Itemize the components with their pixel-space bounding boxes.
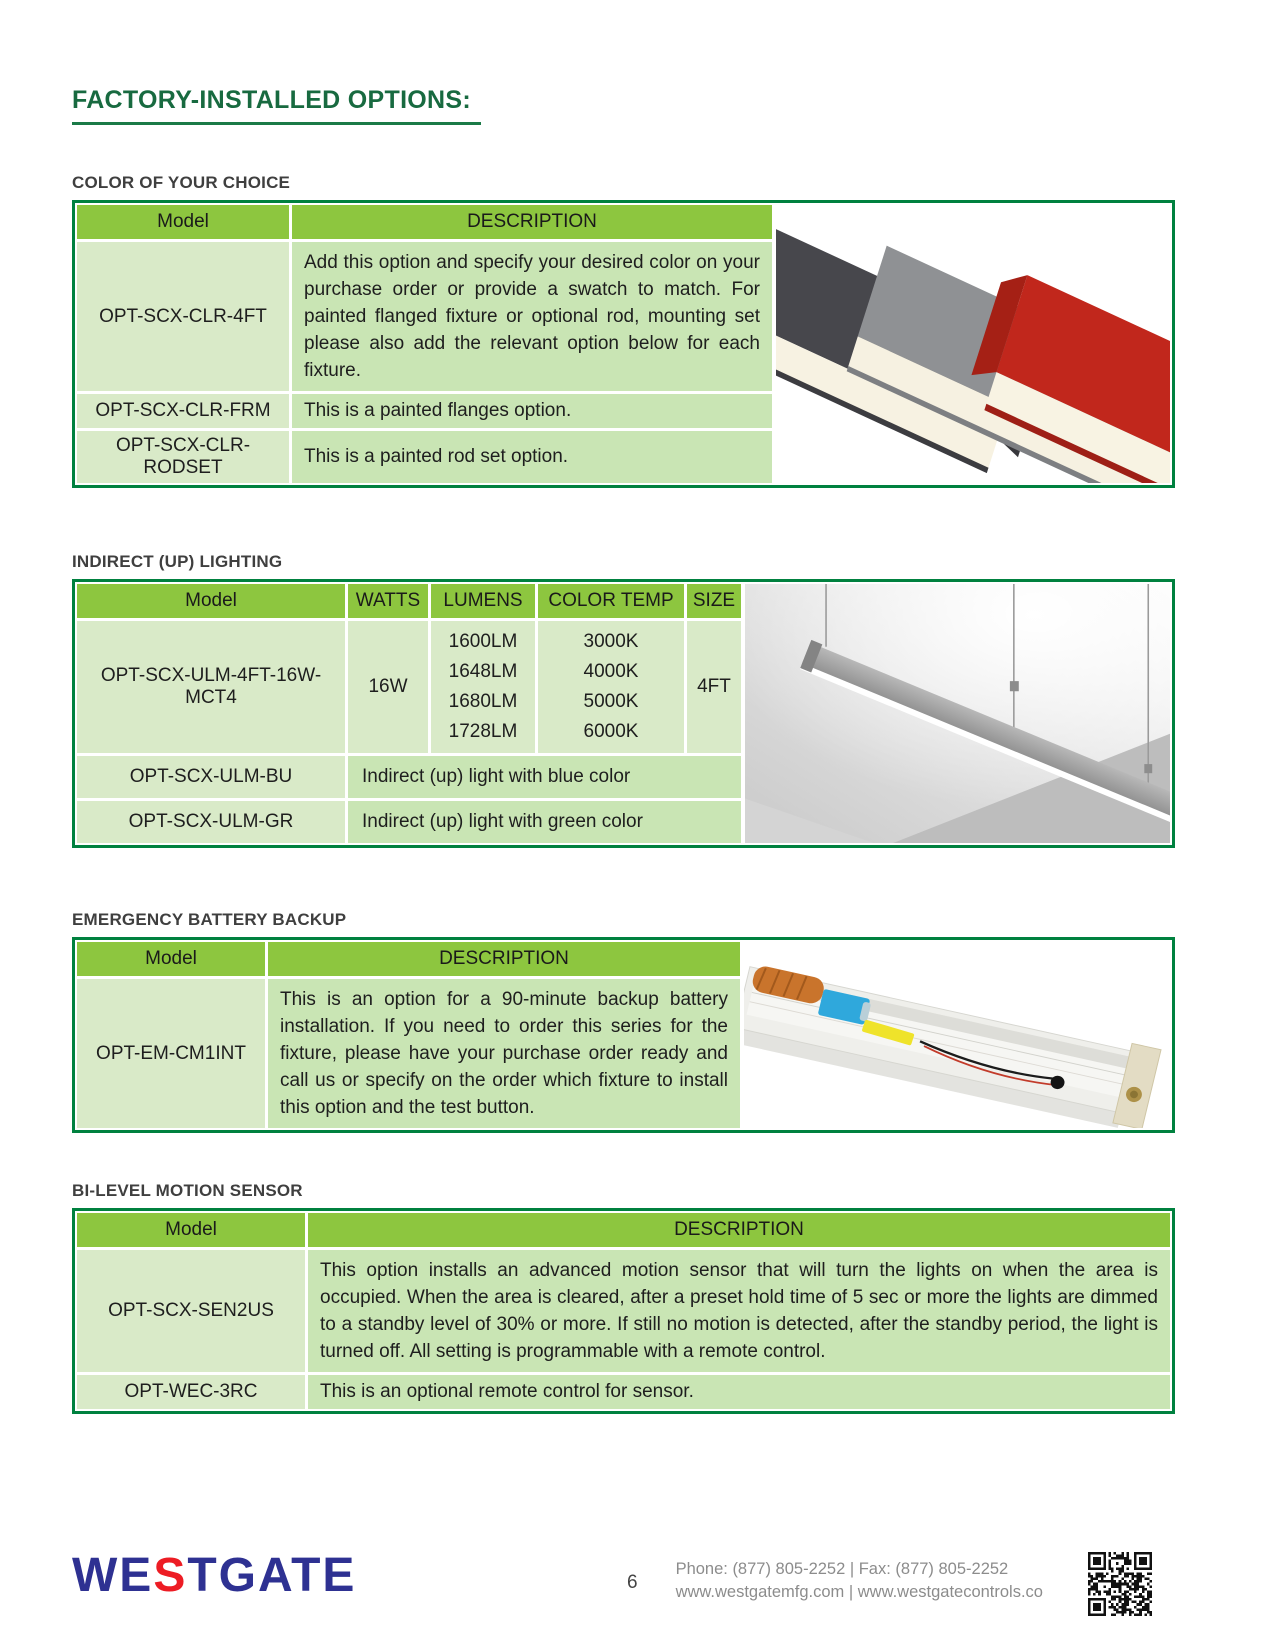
size-cell: 4FT	[687, 621, 741, 753]
qr-code	[1088, 1552, 1152, 1616]
column-header-color-temp: COLOR TEMP	[538, 584, 684, 618]
color-temp-value: 3000K	[583, 631, 639, 652]
column-header-description: DESCRIPTION	[292, 205, 772, 239]
color-temp-value: 6000K	[583, 721, 639, 742]
contact-info	[676, 1558, 1043, 1604]
column-header-model: Model	[77, 205, 289, 239]
column-header-lumens: LUMENS	[431, 584, 535, 618]
open-channel-battery-photo	[744, 942, 1170, 1128]
indirect-table	[72, 579, 1175, 848]
suspended-uplight-fixture-photo	[745, 584, 1170, 843]
page-title: FACTORY-INSTALLED OPTIONS:	[72, 86, 481, 125]
description-cell: This is an option for a 90-minute backup battery installation. If you need to order this series for the fixture, please have your purchase order ready and call us or specify on the order which fixture to install this option and the test button.	[268, 979, 740, 1128]
description-cell: This is a painted flanges option.	[292, 394, 772, 428]
column-header-model: Model	[77, 1213, 305, 1247]
column-header-model: Model	[77, 584, 345, 618]
lumens-cell	[431, 621, 535, 753]
model-cell: OPT-SCX-CLR-FRM	[77, 394, 289, 428]
lumens-value: 1648LM	[448, 661, 518, 682]
description-cell: This is a painted rod set option.	[292, 431, 772, 483]
lumens-value: 1600LM	[448, 631, 518, 652]
page-number: 6	[627, 1572, 638, 1593]
color-choice-table	[72, 200, 1175, 488]
model-cell: OPT-SCX-ULM-BU	[77, 756, 345, 798]
color-temp-value: 4000K	[583, 661, 639, 682]
logo-text-s: S	[153, 1549, 188, 1602]
sensor-heading: BI-LEVEL MOTION SENSOR	[72, 1181, 303, 1200]
column-header-watts: WATTS	[348, 584, 428, 618]
battery-heading: EMERGENCY BATTERY BACKUP	[72, 910, 347, 929]
model-cell: OPT-SCX-ULM-GR	[77, 801, 345, 843]
description-cell: This is an optional remote control for sensor.	[308, 1375, 1170, 1409]
battery-table-grid	[75, 940, 742, 1130]
contact-websites-line: www.westgatemfg.com | www.westgatecontrols.co	[675, 1583, 1043, 1601]
sensor-table-grid	[75, 1211, 1172, 1411]
section-bi-level-motion-sensor	[72, 1181, 1175, 1414]
section-color-of-your-choice	[72, 173, 1175, 488]
column-header-description: DESCRIPTION	[308, 1213, 1170, 1247]
model-cell: OPT-EM-CM1INT	[77, 979, 265, 1128]
column-header-size: SIZE	[687, 584, 741, 618]
lumens-value: 1680LM	[448, 691, 518, 712]
indirect-heading: INDIRECT (UP) LIGHTING	[72, 552, 283, 571]
color-choice-table-grid	[75, 203, 774, 485]
description-cell: Add this option and specify your desired color on your purchase order or provide a swatch to match. For painted flanged fixture or optional rod, mounting set please also add the relevant option below for each fixture.	[292, 242, 772, 391]
section-emergency-battery-backup	[72, 910, 1175, 1133]
logo-text-we: WE	[72, 1549, 154, 1602]
section-indirect-up-lighting	[72, 552, 1175, 848]
column-header-description: DESCRIPTION	[268, 942, 740, 976]
model-cell: OPT-SCX-SEN2US	[77, 1250, 305, 1372]
battery-table	[72, 937, 1175, 1133]
model-cell: OPT-SCX-CLR-RODSET	[77, 431, 289, 483]
color-temp-cell	[538, 621, 684, 753]
color-temp-value: 5000K	[583, 691, 639, 712]
description-cell: Indirect (up) light with blue color	[348, 756, 741, 798]
sensor-table	[72, 1208, 1175, 1414]
lumens-value: 1728LM	[448, 721, 518, 742]
watts-cell: 16W	[348, 621, 428, 753]
logo-text-tgate: TGATE	[187, 1549, 357, 1602]
model-cell: OPT-SCX-ULM-4FT-16W-MCT4	[77, 621, 345, 753]
westgate-logo	[72, 1548, 356, 1604]
indirect-table-grid	[75, 582, 743, 845]
linear-fixtures-three-colors-photo	[776, 205, 1170, 483]
column-header-model: Model	[77, 942, 265, 976]
description-cell: This option installs an advanced motion sensor that will turn the lights on when the area is occupied. When the area is cleared, after a preset hold time of 5 sec or more the lights are dimmed to a standby level of 30% or more. If still no motion is detected, after the standby period, the light is turned off. All setting is programmable with a remote control.	[308, 1250, 1170, 1372]
page-footer	[72, 1548, 1152, 1616]
color-choice-heading: COLOR OF YOUR CHOICE	[72, 173, 291, 192]
description-cell: Indirect (up) light with green color	[348, 801, 741, 843]
model-cell: OPT-WEC-3RC	[77, 1375, 305, 1409]
model-cell: OPT-SCX-CLR-4FT	[77, 242, 289, 391]
contact-phone-fax-line: Phone: (877) 805-2252 | Fax: (877) 805-2252	[675, 1560, 1009, 1578]
